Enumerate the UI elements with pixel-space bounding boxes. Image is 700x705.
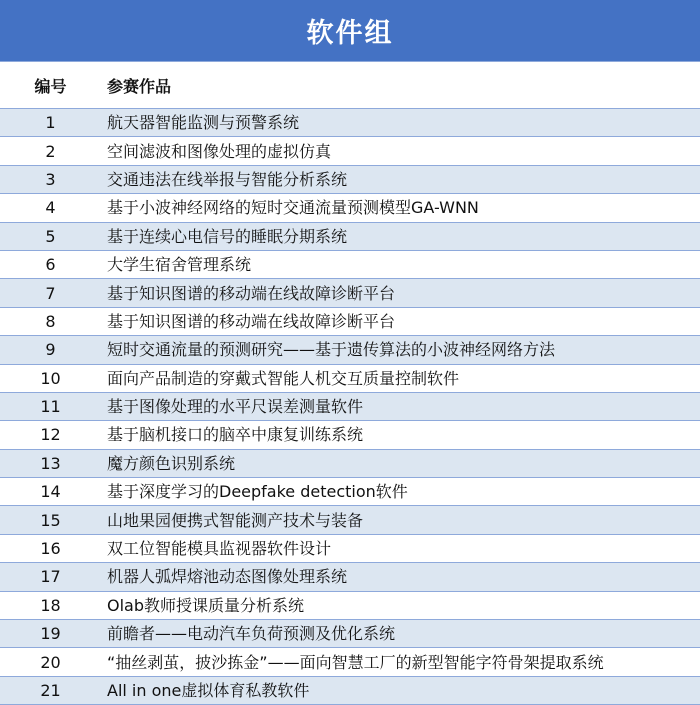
- row-number-cell: 13: [0, 449, 101, 477]
- table-row: [0, 648, 700, 676]
- row-number-cell: 6: [0, 250, 101, 278]
- entry-name-cell: 山地果园便携式智能测产技术与装备: [101, 506, 700, 534]
- table-row: [0, 478, 700, 506]
- entry-name-cell: 基于知识图谱的移动端在线故障诊断平台: [101, 307, 700, 335]
- table-row: [0, 165, 700, 193]
- row-number-cell: 4: [0, 194, 101, 222]
- table-row: [0, 279, 700, 307]
- table-row: [0, 109, 700, 137]
- row-number-cell: 19: [0, 620, 101, 648]
- row-number-cell: 20: [0, 648, 101, 676]
- table-row: [0, 336, 700, 364]
- row-number-cell: 9: [0, 336, 101, 364]
- entry-name-cell: All in one虚拟体育私教软件: [101, 676, 700, 704]
- row-number-cell: 18: [0, 591, 101, 619]
- entry-name-cell: 交通违法在线举报与智能分析系统: [101, 165, 700, 193]
- row-number-cell: 8: [0, 307, 101, 335]
- table-row: [0, 137, 700, 165]
- table-row: [0, 506, 700, 534]
- row-number-cell: 12: [0, 421, 101, 449]
- entry-name-cell: 基于连续心电信号的睡眠分期系统: [101, 222, 700, 250]
- row-number-cell: 3: [0, 165, 101, 193]
- row-number-cell: 1: [0, 109, 101, 137]
- table-row: [0, 364, 700, 392]
- entry-name-cell: 前瞻者——电动汽车负荷预测及优化系统: [101, 620, 700, 648]
- entry-name-cell: 基于深度学习的Deepfake detection软件: [101, 478, 700, 506]
- table-row: [0, 591, 700, 619]
- table-body: [0, 109, 700, 705]
- table-row: [0, 194, 700, 222]
- table-row: [0, 620, 700, 648]
- entry-name-cell: 双工位智能模具监视器软件设计: [101, 534, 700, 562]
- row-number-cell: 5: [0, 222, 101, 250]
- table-row: [0, 250, 700, 278]
- row-number-cell: 2: [0, 137, 101, 165]
- table-row: [0, 563, 700, 591]
- entries-table: [0, 62, 700, 705]
- row-number-cell: 17: [0, 563, 101, 591]
- entry-name-cell: 短时交通流量的预测研究——基于遗传算法的小波神经网络方法: [101, 336, 700, 364]
- column-header-number: 编号: [0, 62, 101, 109]
- entry-name-cell: “抽丝剥茧，披沙拣金”——面向智慧工厂的新型智能字符骨架提取系统: [101, 648, 700, 676]
- table-row: [0, 392, 700, 420]
- entry-name-cell: 基于图像处理的水平尺误差测量软件: [101, 392, 700, 420]
- row-number-cell: 11: [0, 392, 101, 420]
- entry-name-cell: 基于小波神经网络的短时交通流量预测模型GA-WNN: [101, 194, 700, 222]
- entry-name-cell: 航天器智能监测与预警系统: [101, 109, 700, 137]
- entry-name-cell: 面向产品制造的穿戴式智能人机交互质量控制软件: [101, 364, 700, 392]
- table-row: [0, 307, 700, 335]
- table-row: [0, 534, 700, 562]
- entry-name-cell: 魔方颜色识别系统: [101, 449, 700, 477]
- table-row: [0, 449, 700, 477]
- table-title: 软件组: [0, 0, 700, 62]
- table-row: [0, 421, 700, 449]
- column-header-entry: 参赛作品: [101, 62, 700, 109]
- header-row: [0, 62, 700, 109]
- entry-name-cell: 大学生宿舍管理系统: [101, 250, 700, 278]
- table-row: [0, 676, 700, 704]
- row-number-cell: 14: [0, 478, 101, 506]
- row-number-cell: 16: [0, 534, 101, 562]
- row-number-cell: 10: [0, 364, 101, 392]
- entry-name-cell: 机器人弧焊熔池动态图像处理系统: [101, 563, 700, 591]
- row-number-cell: 21: [0, 676, 101, 704]
- entry-name-cell: 空间滤波和图像处理的虚拟仿真: [101, 137, 700, 165]
- row-number-cell: 7: [0, 279, 101, 307]
- row-number-cell: 15: [0, 506, 101, 534]
- entry-name-cell: 基于知识图谱的移动端在线故障诊断平台: [101, 279, 700, 307]
- entry-name-cell: 基于脑机接口的脑卒中康复训练系统: [101, 421, 700, 449]
- entry-name-cell: Olab教师授课质量分析系统: [101, 591, 700, 619]
- table-row: [0, 222, 700, 250]
